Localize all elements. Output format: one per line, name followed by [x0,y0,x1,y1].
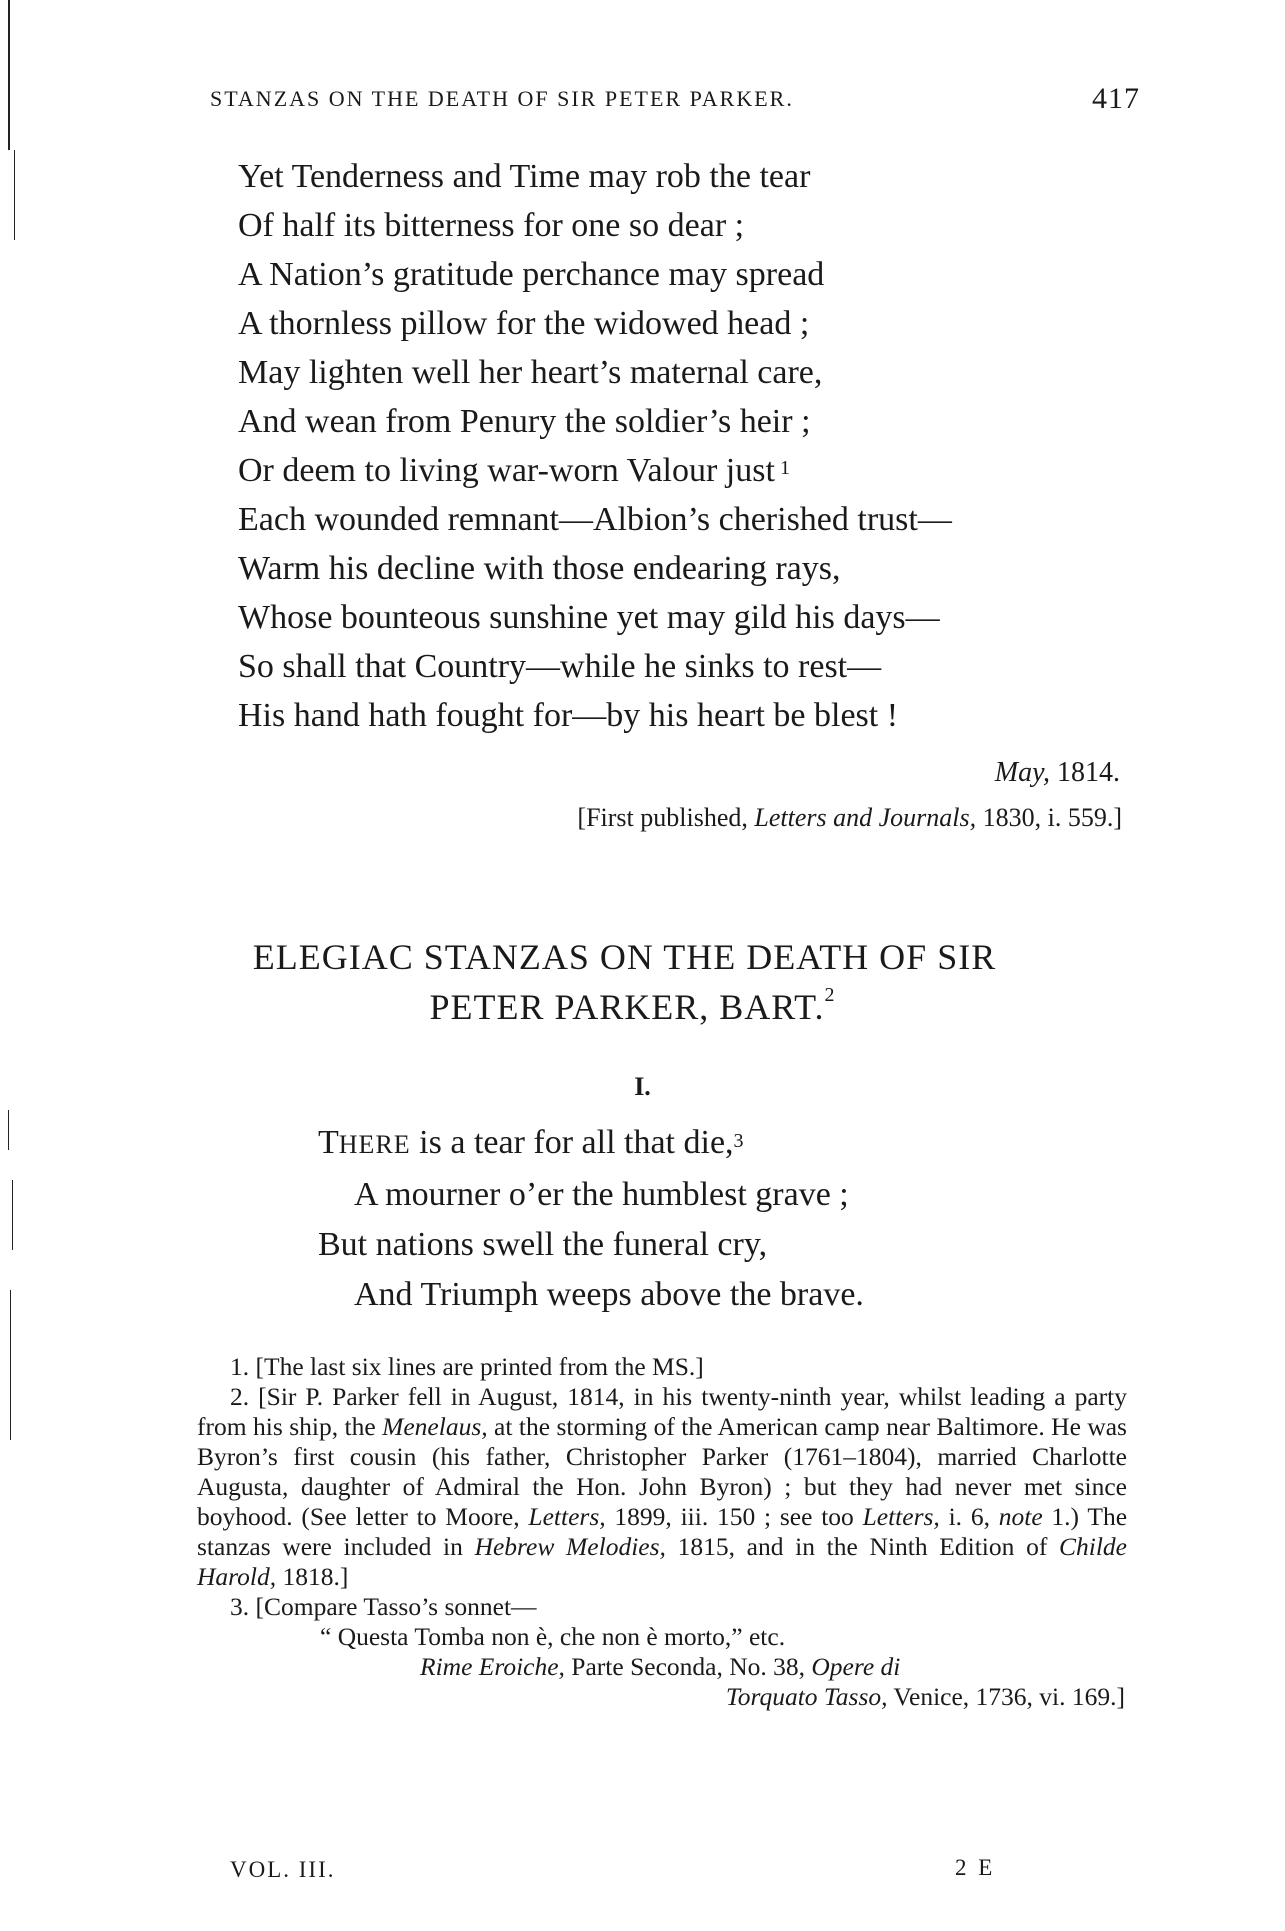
footnote-ref: 1 [779,457,790,479]
running-title: STANZAS ON THE DEATH OF SIR PETER PARKER. [210,86,794,111]
footnotes [197,1352,1127,1712]
scan-edge-mark [10,1290,11,1440]
poem-line [318,1118,864,1170]
poem-title-line-1: ELEGIAC STANZAS ON THE DEATH OF SIR [252,937,997,977]
footnote-3: 3. [Compare Tasso’s sonnet— [230,1592,537,1621]
section-numeral: I. [634,1072,651,1101]
scan-edge-mark [8,0,10,150]
fn-italic: Letters, [862,1502,940,1531]
page-number: 417 [1092,82,1140,115]
footnote-3-source [197,1652,1127,1682]
fn-text: 1.) The stanzas were included in [197,1502,1128,1561]
poem-line: A Nation’s gratitude perchance may spread [238,256,825,293]
poem-line: A mourner o’er the humblest grave ; [354,1176,849,1213]
poem-line: And Triumph weeps above the brave. [354,1276,864,1313]
poem-line: May lighten well her heart’s maternal care, [238,354,823,391]
fn-text: i. 6, [939,1502,999,1531]
poem-line: But nations swell the funeral cry, [318,1226,768,1263]
footnote-1: 1. [The last six lines are printed from the MS.] [230,1352,704,1381]
fn-text: 1818.] [276,1562,349,1591]
scan-edge-mark [14,150,15,240]
fn-text: at the storming of the American camp near Baltimore. He was Byron’s first cousin (his father, Christopher Parker (1761–1804), married Charlotte Augusta, daughter of Admiral the Hon. John Byron) ; but they had never met since boyhood. (See letter to Moore, [197,1412,1127,1531]
scan-edge-mark [12,1180,13,1250]
pub-title: Letters and Journals, [754,803,977,832]
poem-stanza-closing [238,152,1138,740]
poem-line: And wean from Penury the soldier’s heir ; [238,403,811,440]
fn-text: Parte Seconda, No. 38, [564,1652,812,1681]
fn-italic: Opere di [811,1652,901,1681]
pub-prefix: [First published, [577,803,748,832]
fn-italic: Torquato Tasso, [725,1682,888,1711]
fn-text: 1899, iii. 150 ; see too [605,1502,863,1531]
fn-italic: Hebrew Melodies, [474,1532,666,1561]
scan-edge-mark [8,1110,9,1150]
footnote-2 [197,1382,1127,1592]
poem-line: A thornless pillow for the widowed head ; [238,305,810,342]
fn-italic: note [998,1502,1043,1531]
fn-italic: Childe Harold, [197,1532,1127,1591]
footnote-3-quote: “ Questa Tomba non è, che non è morto,” etc. [320,1622,786,1651]
title-text: PETER PARKER, BART. [429,987,825,1027]
poem-line: Whose bounteous sunshine yet may gild his days— [238,599,940,636]
volume-label: VOL. III. [230,1857,336,1882]
small-caps-rest: HERE [338,1130,411,1159]
poem-line-text: Or deem to living war-worn Valour just [238,452,775,489]
fn-italic: Menelaus, [382,1412,488,1441]
poem-line: Each wounded remnant—Albion’s cherished trust— [238,501,952,538]
fn-italic: Letters, [528,1502,606,1531]
fn-text: 2. [Sir P. Parker fell in August, 1814, in his twenty-ninth year, whilst leading a party from his ship, the [197,1382,1127,1441]
poem-title-line-2 [0,986,1275,1028]
poem-date [995,757,1120,789]
footnote-3-source-cont [197,1682,1127,1712]
poem-line: Warm his decline with those endearing rays, [238,550,841,587]
footnote-ref: 3 [733,1130,744,1152]
poem-stanza-one [318,1118,864,1320]
running-header [210,82,1140,115]
poem-line: So shall that Country—while he sinks to rest— [238,648,882,685]
line-text: is a tear for all that die, [410,1124,734,1161]
fn-text: Venice, 1736, vi. 169.] [887,1682,1125,1711]
footnote-ref: 2 [824,984,836,1006]
poem-line: Of half its bitterness for one so dear ; [238,207,745,244]
fn-italic: Rime Eroiche, [420,1652,565,1681]
publication-note [577,803,1122,833]
poem-line: His hand hath fought for—by his heart be blest ! [238,697,899,734]
small-caps-initial: T [318,1124,339,1161]
date-month: May, [994,757,1050,788]
signature-mark: 2 E [955,1855,996,1880]
fn-text: 1815, and in the Ninth Edition of [665,1532,1059,1561]
poem-line [238,446,1138,495]
pub-suffix: 1830, i. 559.] [982,803,1122,832]
poem-line: Yet Tenderness and Time may rob the tear [238,158,811,195]
date-year: 1814. [1057,757,1120,788]
